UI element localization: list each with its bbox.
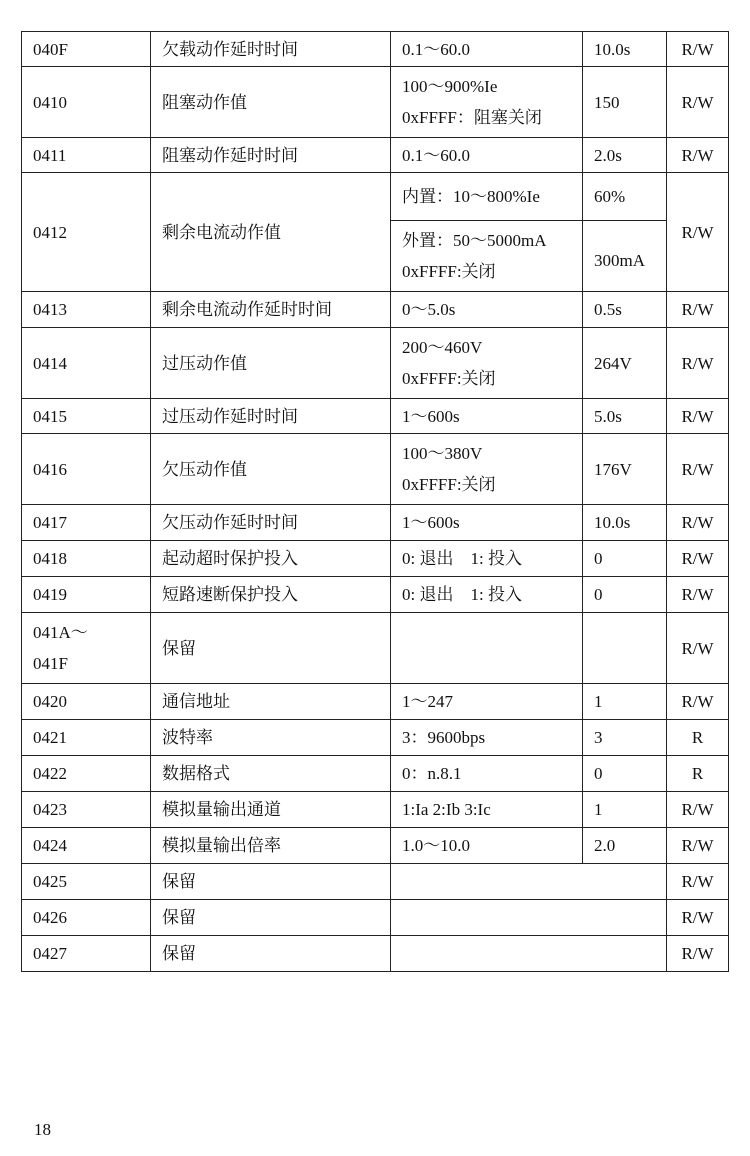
default-cell: 176V	[583, 434, 667, 505]
address-line: 041A～	[33, 623, 88, 642]
range-line: 100～900%Ie	[402, 77, 498, 96]
address-cell: 0425	[22, 864, 151, 900]
table-row	[22, 292, 729, 328]
default-cell: 0	[583, 756, 667, 792]
access-cell: R	[667, 756, 729, 792]
table-row	[22, 328, 729, 399]
table-row	[22, 505, 729, 541]
address-cell: 0420	[22, 684, 151, 720]
default-cell: 1	[583, 684, 667, 720]
table-row	[22, 399, 729, 434]
range-cell: 0.1～60.0	[391, 32, 583, 67]
default-cell: 150	[583, 67, 667, 138]
access-cell: R/W	[667, 792, 729, 828]
name-cell: 短路速断保护投入	[151, 577, 391, 613]
table-row	[22, 32, 729, 67]
range-cell: 1～600s	[391, 399, 583, 434]
table-row	[22, 67, 729, 138]
name-cell: 剩余电流动作延时时间	[151, 292, 391, 328]
range-line: 0xFFFF:关闭	[402, 369, 496, 388]
range-line: 0xFFFF:关闭	[402, 475, 496, 494]
range-line: 0xFFFF：阻塞关闭	[402, 108, 542, 127]
range-cell: 1～600s	[391, 505, 583, 541]
access-cell: R/W	[667, 864, 729, 900]
access-cell: R/W	[667, 434, 729, 505]
address-cell: 0423	[22, 792, 151, 828]
default-cell: 60%	[583, 173, 667, 221]
range-cell: 1:Ia 2:Ib 3:Ic	[391, 792, 583, 828]
access-cell: R/W	[667, 32, 729, 67]
table-row	[22, 613, 729, 684]
access-cell: R/W	[667, 505, 729, 541]
address-cell: 0424	[22, 828, 151, 864]
name-cell: 波特率	[151, 720, 391, 756]
table-row	[22, 684, 729, 720]
default-cell: 10.0s	[583, 505, 667, 541]
range-cell: 0：n.8.1	[391, 756, 583, 792]
range-cell	[391, 434, 583, 505]
default-cell: 10.0s	[583, 32, 667, 67]
range-cell: 内置：10～800%Ie	[391, 173, 583, 221]
name-cell: 保留	[151, 613, 391, 684]
address-cell: 0415	[22, 399, 151, 434]
address-cell: 0419	[22, 577, 151, 613]
name-cell: 阻塞动作值	[151, 67, 391, 138]
access-cell: R/W	[667, 399, 729, 434]
range-line: 外置：50～5000mA	[402, 231, 547, 250]
name-cell: 过压动作延时时间	[151, 399, 391, 434]
name-cell: 模拟量输出倍率	[151, 828, 391, 864]
address-cell: 0412	[22, 173, 151, 292]
name-cell: 欠压动作值	[151, 434, 391, 505]
default-cell: 2.0	[583, 828, 667, 864]
range-cell: 1～247	[391, 684, 583, 720]
range-cell	[391, 936, 667, 972]
address-cell	[22, 613, 151, 684]
table-row	[22, 720, 729, 756]
default-cell: 264V	[583, 328, 667, 399]
address-cell: 0410	[22, 67, 151, 138]
access-cell: R/W	[667, 328, 729, 399]
address-cell: 040F	[22, 32, 151, 67]
default-cell: 3	[583, 720, 667, 756]
range-cell: 0～5.0s	[391, 292, 583, 328]
table-row	[22, 577, 729, 613]
range-cell: 0: 退出 1: 投入	[391, 541, 583, 577]
range-line: 200～460V	[402, 338, 483, 357]
range-cell: 0.1～60.0	[391, 138, 583, 173]
address-cell: 0427	[22, 936, 151, 972]
default-cell: 300mA	[583, 221, 667, 292]
address-cell: 0418	[22, 541, 151, 577]
range-cell: 1.0～10.0	[391, 828, 583, 864]
address-line: 041F	[33, 654, 68, 673]
name-cell: 通信地址	[151, 684, 391, 720]
range-cell	[391, 328, 583, 399]
range-cell	[391, 864, 667, 900]
name-cell: 保留	[151, 864, 391, 900]
name-cell: 保留	[151, 936, 391, 972]
access-cell: R/W	[667, 684, 729, 720]
table-row	[22, 936, 729, 972]
default-cell: 2.0s	[583, 138, 667, 173]
name-cell: 保留	[151, 900, 391, 936]
access-cell: R/W	[667, 541, 729, 577]
access-cell: R/W	[667, 577, 729, 613]
range-line: 0xFFFF:关闭	[402, 262, 496, 281]
access-cell: R/W	[667, 828, 729, 864]
table-row	[22, 756, 729, 792]
address-cell: 0411	[22, 138, 151, 173]
table-row	[22, 173, 729, 221]
name-cell: 欠载动作延时时间	[151, 32, 391, 67]
table-row	[22, 541, 729, 577]
name-cell: 欠压动作延时时间	[151, 505, 391, 541]
address-cell: 0422	[22, 756, 151, 792]
name-cell: 阻塞动作延时时间	[151, 138, 391, 173]
default-cell: 5.0s	[583, 399, 667, 434]
range-line: 100～380V	[402, 444, 483, 463]
default-cell: 1	[583, 792, 667, 828]
address-cell: 0417	[22, 505, 151, 541]
address-cell: 0416	[22, 434, 151, 505]
address-cell: 0413	[22, 292, 151, 328]
range-cell	[391, 900, 667, 936]
access-cell: R/W	[667, 900, 729, 936]
access-cell: R	[667, 720, 729, 756]
range-cell	[391, 221, 583, 292]
table-row	[22, 828, 729, 864]
name-cell: 模拟量输出通道	[151, 792, 391, 828]
default-cell	[583, 613, 667, 684]
access-cell: R/W	[667, 936, 729, 972]
access-cell: R/W	[667, 292, 729, 328]
access-cell: R/W	[667, 67, 729, 138]
parameter-table	[21, 31, 729, 972]
range-cell: 0: 退出 1: 投入	[391, 577, 583, 613]
range-cell	[391, 613, 583, 684]
access-cell: R/W	[667, 138, 729, 173]
access-cell: R/W	[667, 613, 729, 684]
range-cell: 3：9600bps	[391, 720, 583, 756]
name-cell: 起动超时保护投入	[151, 541, 391, 577]
table-row	[22, 900, 729, 936]
table-row	[22, 434, 729, 505]
default-cell: 0	[583, 541, 667, 577]
name-cell: 过压动作值	[151, 328, 391, 399]
table-row	[22, 864, 729, 900]
address-cell: 0414	[22, 328, 151, 399]
default-cell: 0	[583, 577, 667, 613]
name-cell: 剩余电流动作值	[151, 173, 391, 292]
address-cell: 0426	[22, 900, 151, 936]
table-row	[22, 792, 729, 828]
table-row	[22, 138, 729, 173]
page-number: 18	[34, 1120, 51, 1139]
access-cell: R/W	[667, 173, 729, 292]
address-cell: 0421	[22, 720, 151, 756]
name-cell: 数据格式	[151, 756, 391, 792]
default-cell: 0.5s	[583, 292, 667, 328]
range-cell	[391, 67, 583, 138]
